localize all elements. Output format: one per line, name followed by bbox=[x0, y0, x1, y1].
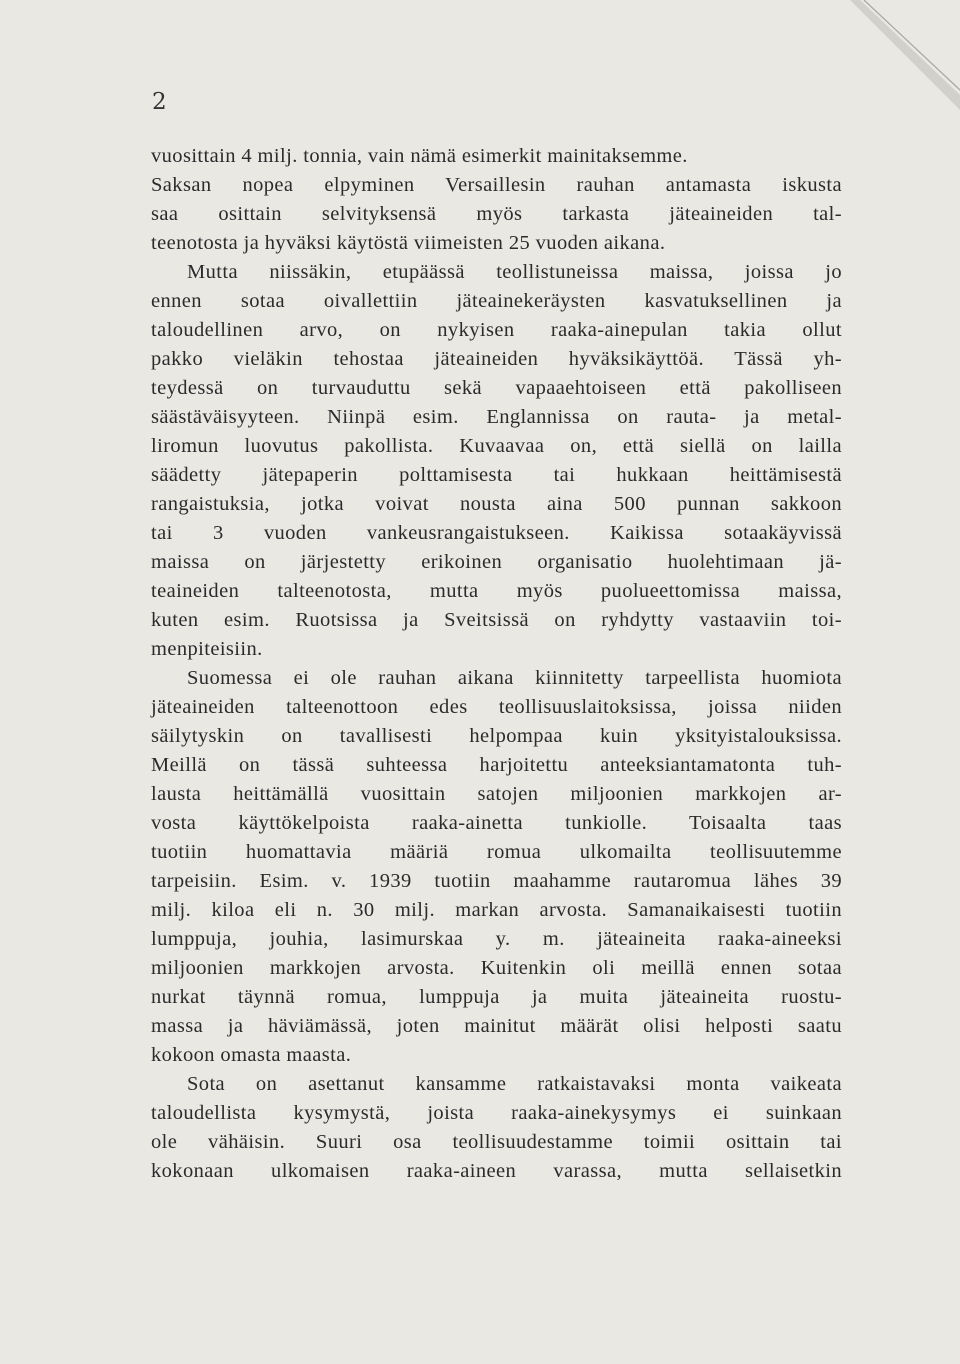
text-line: pakko vieläkin tehostaa jäteaineiden hyväksikäyttöä. Tässä yh- bbox=[151, 348, 842, 370]
page-number: 2 bbox=[152, 89, 167, 115]
text-line: lumppuja, jouhia, lasimurskaa y. m. jäteaineita raaka-aineeksi bbox=[151, 928, 842, 950]
body-text bbox=[151, 142, 842, 1186]
text-line: vosta käyttökelpoista raaka-ainetta tunkiolle. Toisaalta taas bbox=[151, 812, 842, 834]
text-line: teaineiden talteenotosta, mutta myös puolueettomissa maissa, bbox=[151, 580, 842, 602]
text-line: milj. kiloa eli n. 30 milj. markan arvosta. Samanaikaisesti tuotiin bbox=[151, 899, 842, 921]
text-line: säädetty jätepaperin polttamisesta tai hukkaan heittämisestä bbox=[151, 464, 842, 486]
text-line: Saksan nopea elpyminen Versaillesin rauhan antamasta iskusta bbox=[151, 174, 842, 196]
page-corner-crease bbox=[850, 0, 960, 110]
text-line: Meillä on tässä suhteessa harjoitettu anteeksiantamatonta tuh- bbox=[151, 754, 842, 776]
text-line: tai 3 vuoden vankeusrangaistukseen. Kaikissa sotaakäyvissä bbox=[151, 522, 842, 544]
text-line: taloudellista kysymystä, joista raaka-ainekysymys ei suinkaan bbox=[151, 1102, 842, 1124]
text-line: liromun luovutus pakollista. Kuvaavaa on, että siellä on lailla bbox=[151, 435, 842, 457]
text-line: maissa on järjestetty erikoinen organisatio huolehtimaan jä- bbox=[151, 551, 842, 573]
text-line: Mutta niissäkin, etupäässä teollistuneissa maissa, joissa jo bbox=[187, 261, 842, 283]
text-line: säästäväisyyteen. Niinpä esim. Englannissa on rauta- ja metal- bbox=[151, 406, 842, 428]
text-line: tarpeisiin. Esim. v. 1939 tuotiin maahamme rautaromua lähes 39 bbox=[151, 870, 842, 892]
text-line: taloudellinen arvo, on nykyisen raaka-ainepulan takia ollut bbox=[151, 319, 842, 341]
text-line: Sota on asettanut kansamme ratkaistavaksi monta vaikeata bbox=[187, 1073, 842, 1095]
text-line: lausta heittämällä vuosittain satojen miljoonien markkojen ar- bbox=[151, 783, 842, 805]
text-line: säilytyskin on tavallisesti helpompaa kuin yksityistalouksissa. bbox=[151, 725, 842, 747]
text-line: Suomessa ei ole rauhan aikana kiinnitetty tarpeellista huomiota bbox=[187, 667, 842, 689]
text-line: ennen sotaa oivallettiin jäteainekeräysten kasvatuksellinen ja bbox=[151, 290, 842, 312]
text-line: miljoonien markkojen arvosta. Kuitenkin oli meillä ennen sotaa bbox=[151, 957, 842, 979]
text-line: kokonaan ulkomaisen raaka-aineen varassa, mutta sellaisetkin bbox=[151, 1160, 842, 1182]
text-line: ole vähäisin. Suuri osa teollisuudestamme toimii osittain tai bbox=[151, 1131, 842, 1153]
text-line: teenotosta ja hyväksi käytöstä viimeisten 25 vuoden aikana. bbox=[151, 232, 666, 254]
text-line: kuten esim. Ruotsissa ja Sveitsissä on ryhdytty vastaaviin toi- bbox=[151, 609, 842, 631]
text-line: teydessä on turvauduttu sekä vapaaehtoiseen että pakolliseen bbox=[151, 377, 842, 399]
text-line: tuotiin huomattavia määriä romua ulkomailta teollisuutemme bbox=[151, 841, 842, 863]
text-line: jäteaineiden talteenottoon edes teollisuuslaitoksissa, joissa niiden bbox=[151, 696, 842, 718]
text-line: rangaistuksia, jotka voivat nousta aina 500 punnan sakkoon bbox=[151, 493, 842, 515]
text-line: saa osittain selvityksensä myös tarkasta jäteaineiden tal- bbox=[151, 203, 842, 225]
text-line: vuosittain 4 milj. tonnia, vain nämä esimerkit mainitaksemme. bbox=[151, 145, 688, 167]
text-line: massa ja häviämässä, joten mainitut määrät olisi helposti saatu bbox=[151, 1015, 842, 1037]
text-line: menpiteisiin. bbox=[151, 638, 263, 660]
text-line: kokoon omasta maasta. bbox=[151, 1044, 352, 1066]
text-line: nurkat täynnä romua, lumppuja ja muita jäteaineita ruostu- bbox=[151, 986, 842, 1008]
